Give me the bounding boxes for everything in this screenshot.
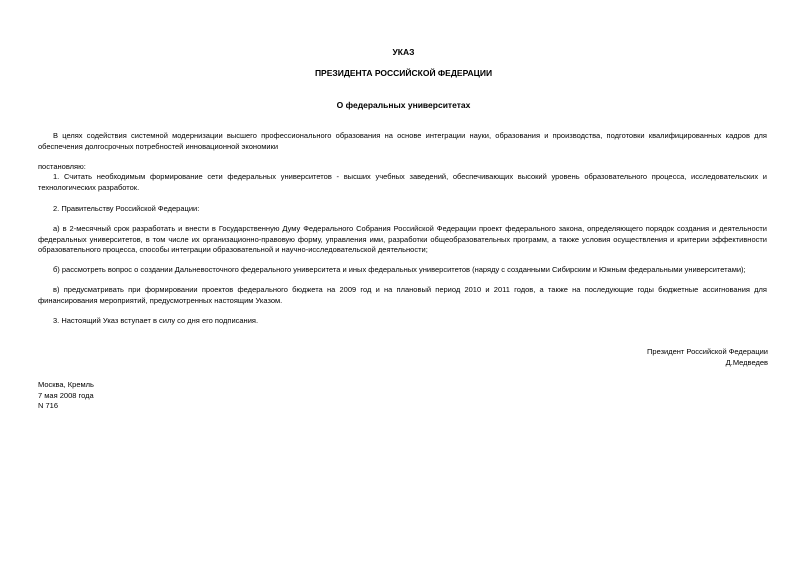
preamble-paragraph: В целях содействия системной модернизации высшего профессионального образования на основе интеграции науки, образования и производства, подготовки квалифицированных кадров для обеспечения долгосрочных потребностей инновационной экономики: [38, 131, 767, 151]
item-1-paragraph: 1. Считать необходимым формирование сети федеральных университетов - высших учебных заведений, обеспечивающих высокий уровень образовательного процесса, исследовательских и технологических разработок.: [38, 172, 767, 192]
issue-date: 7 мая 2008 года: [38, 390, 94, 400]
issue-place: Москва, Кремль: [38, 380, 94, 389]
resolve-line: постановляю:: [38, 162, 86, 171]
signature-block: [647, 347, 768, 368]
document-title: О федеральных университетах: [336, 100, 471, 110]
document-number: N 716: [38, 401, 59, 410]
item-2a-paragraph: а) в 2-месячный срок разработать и внести в Государственную Думу Федерального Собрания Российской Федерации проект федерального закона, определяющего порядок создания и деятельности федеральных университетов, в том числе их организационно-правовую форму, управления ими, разработки общеобразовательных программ, а также условия осуществления и критерии эффективности образовательного процесса, способы интеграции образовательной и научно-исследовательской деятельности;: [38, 224, 767, 254]
signatory-position: Президент Российской Федерации: [647, 347, 768, 356]
item-3-paragraph: 3. Настоящий Указ вступает в силу со дня его подписания.: [53, 316, 259, 325]
item-2b-paragraph: б) рассмотреть вопрос о создании Дальневосточного федерального университета и иных федеральных университетов (наряду с созданными Сибирским и Южным федеральными университетами);: [53, 265, 746, 274]
issuer-heading: ПРЕЗИДЕНТА РОССИЙСКОЙ ФЕДЕРАЦИИ: [314, 68, 493, 78]
item-2-paragraph: 2. Правительству Российской Федерации:: [53, 204, 200, 213]
document-type-heading: УКАЗ: [392, 47, 415, 57]
item-2c-paragraph: в) предусматривать при формировании проектов федерального бюджета на 2009 год и на плановый период 2010 и 2011 годов, а также на последующие годы бюджетные ассигнования для финансирования мероприятий, предусмотренных настоящим Указом.: [38, 285, 767, 305]
signatory-name: Д.Медведев: [725, 357, 768, 367]
issue-details: [38, 380, 94, 412]
